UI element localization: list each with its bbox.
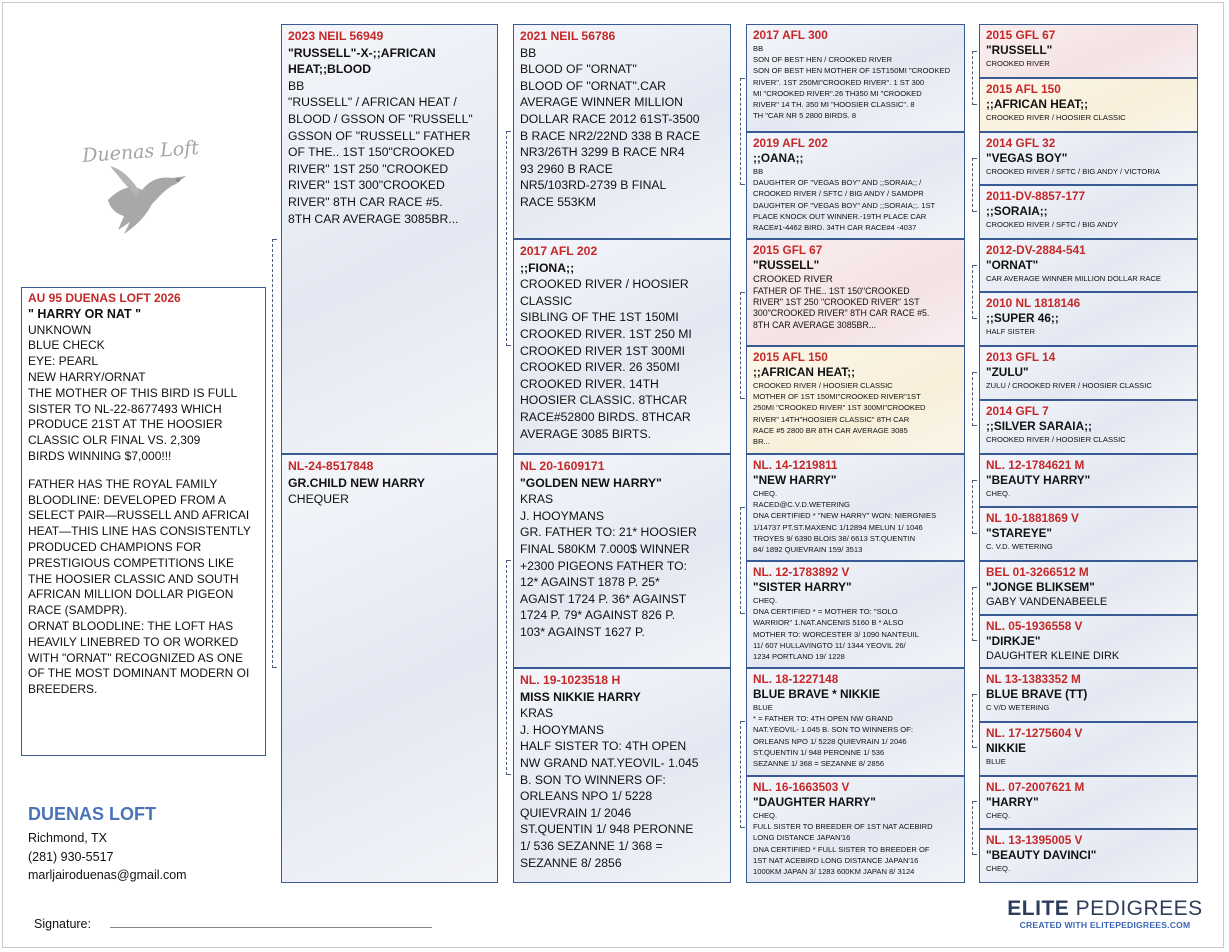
elite-pedigrees-logo[interactable]	[1005, 898, 1205, 930]
detail-line: HALF SISTER TO: 4TH OPEN	[520, 739, 687, 754]
subject-note-line: FATHER HAS THE ROYAL FAMILY	[28, 476, 218, 491]
bird-name: "JONGE BLIKSEM"	[986, 580, 1095, 594]
ring-number: NL. 13-1395005 V	[986, 833, 1083, 847]
ring-number: 2012-DV-2884-541	[986, 243, 1086, 257]
detail-line: KRAS	[520, 706, 554, 721]
detail-line: CROOKED RIVER / SFTC / BIG ANDY / VICTORIA	[986, 167, 1160, 176]
g5-card-14[interactable]	[979, 722, 1198, 776]
detail-line: CROOKED RIVER / HOOSIER CLASSIC	[986, 113, 1126, 122]
grandparent-card-3[interactable]	[513, 454, 731, 668]
detail-line: FINAL 580KM 7.000$ WINNER	[520, 541, 690, 556]
bird-name: "RUSSELL"-X-;;AFRICAN HEAT;;BLOOD	[288, 45, 436, 77]
g5-card-1[interactable]	[979, 24, 1198, 78]
detail-line: 84/ 1892 QUIEVRAIN 159/ 3513	[753, 545, 863, 555]
connector-gen4-4	[972, 372, 977, 426]
subject-note-line: BLOODLINE: DEVELOPED FROM A	[28, 492, 227, 507]
great-grandparent-card-6[interactable]	[746, 561, 965, 668]
ring-number: 2010 NL 1818146	[986, 296, 1081, 310]
bird-name: ;;AFRICAN HEAT;;	[753, 365, 856, 379]
g5-card-7[interactable]	[979, 346, 1198, 400]
detail-line: "RUSSELL" / AFRICAN HEAT /	[288, 95, 457, 110]
subject-note-line: OF THE MOST DOMINANT MODERN OI	[28, 666, 250, 681]
g5-card-10[interactable]	[979, 507, 1198, 561]
detail-line: AVERAGE WINNER MILLION	[520, 95, 683, 110]
grandparent-card-4[interactable]	[513, 668, 731, 883]
connector-gen4-1	[972, 51, 977, 105]
ring-number: 2017 AFL 202	[520, 244, 598, 258]
detail-line: MOTHER OF 1ST 150MI"CROOKED RIVER"1ST	[753, 392, 921, 402]
detail-line: ZULU / CROOKED RIVER / HOOSIER CLASSIC	[986, 381, 1152, 390]
great-grandparent-card-4[interactable]	[746, 346, 965, 454]
detail-line: DNA CERTIFIED * = MOTHER TO: "SOLO	[753, 607, 898, 617]
g5-card-8[interactable]	[979, 400, 1198, 454]
detail-line: 1724 P. 79* AGAINST 826 P.	[520, 608, 676, 623]
detail-line: 11/ 607 HULLAVINGTO 11/ 1344 YEOVIL 26/	[753, 640, 906, 650]
detail-line: SON OF BEST HEN / CROOKED RIVER	[753, 55, 893, 65]
detail-line: CHEQ.	[753, 489, 778, 498]
ring-number: 2021 NEIL 56786	[520, 29, 616, 43]
g5-card-13[interactable]	[979, 668, 1198, 722]
detail-line: RIVER". 1ST 250MI"CROOKED RIVER". 1 ST 300	[753, 77, 925, 87]
bird-name: ;;AFRICAN HEAT;;	[986, 97, 1089, 111]
detail-line: RACE#52800 BIRDS. 8THCAR	[520, 409, 691, 424]
subject-note-line: WITH "ORNAT" RECOGNIZED AS ONE	[28, 650, 243, 665]
detail-line: RIVER" 14 TH. 350 MI "HOOSIER CLASSIC". 8	[753, 100, 915, 110]
bird-name: "BEAUTY DAVINCI"	[986, 848, 1097, 862]
connector-gen2-b	[506, 560, 511, 775]
detail-line: C V/D WETERING	[986, 703, 1050, 712]
detail-line: ORLEANS NPO 1/ 5228	[520, 789, 653, 804]
detail-line: PLACE KNOCK OUT WINNER.-19TH PLACE CAR	[753, 211, 927, 221]
detail-line: BB	[753, 44, 764, 53]
bird-name: ;;SUPER 46;;	[986, 311, 1059, 325]
connector-gen3-c	[740, 507, 745, 614]
detail-line: NR5/103RD-2739 B FINAL	[520, 178, 667, 193]
ring-number: 2019 AFL 202	[753, 136, 828, 150]
ring-number: NL 10-1881869 V	[986, 511, 1079, 525]
detail-line: BB	[753, 167, 764, 176]
detail-line: ORLEANS NPO 1/ 5228 QUIEVRAIN 1/ 2046	[753, 736, 907, 746]
detail-line: J. HOOYMANS	[520, 508, 604, 523]
bird-name: ;;FIONA;;	[520, 260, 575, 275]
detail-line: BLOOD / GSSON OF "RUSSELL"	[288, 111, 473, 126]
subject-line: BIRDS WINNING $7,000!!!	[28, 448, 172, 463]
detail-line: BLUE	[753, 703, 773, 712]
ring-number: 2017 AFL 300	[753, 28, 828, 42]
owner-email[interactable]: marljairoduenas@gmail.com	[28, 868, 187, 882]
detail-line: GSSON OF "RUSSELL" FATHER	[288, 128, 471, 143]
subject-line: PRODUCE 21ST AT THE HOOSIER	[28, 417, 223, 432]
detail-line: DAUGHTER OF "VEGAS BOY" AND ;;SORAIA;;. 1ST	[753, 200, 936, 210]
bird-name: NIKKIE	[986, 741, 1026, 755]
subject-line: THE MOTHER OF THIS BIRD IS FULL	[28, 385, 238, 400]
signature-label: Signature:	[34, 917, 91, 931]
connector-gen4-7	[972, 694, 977, 748]
detail-line: NW GRAND NAT.YEOVIL- 1.045	[520, 755, 699, 770]
bird-name: "DAUGHTER HARRY"	[753, 795, 876, 809]
subject-card[interactable]	[21, 287, 266, 756]
ring-number: NL. 14-1219811	[753, 458, 838, 472]
ring-number: NL. 16-1663503 V	[753, 780, 850, 794]
detail-line: CLASSIC	[520, 293, 573, 308]
detail-line: C. V.D. WETERING	[986, 542, 1053, 551]
ring-number: NL. 18-1227148	[753, 672, 839, 686]
detail-line: RIVER" 1ST 250 "CROOKED RIVER" 1ST	[753, 297, 920, 308]
detail-line: OF THE.. 1ST 150"CROOKED	[288, 145, 455, 160]
detail-line: * = FATHER TO: 4TH OPEN NW GRAND	[753, 714, 893, 724]
connector-gen3-d	[740, 721, 745, 828]
detail-line: BLOOD OF "ORNAT".CAR	[520, 78, 666, 93]
detail-line: B RACE NR2/22ND 338 B RACE	[520, 128, 701, 143]
g5-card-6[interactable]	[979, 292, 1198, 346]
bird-name: ;;SORAIA;;	[986, 204, 1048, 218]
great-grandparent-card-7[interactable]	[746, 668, 965, 776]
connector-gen4-3	[972, 265, 977, 319]
logo-text: Duenas Loft	[81, 136, 200, 168]
detail-line: RIVER" 14TH"HOOSIER CLASSIC" 8TH CAR	[753, 414, 910, 424]
detail-line: CROOKED RIVER / HOOSIER CLASSIC	[986, 435, 1126, 444]
ring-number: NL. 12-1783892 V	[753, 565, 850, 579]
subject-note-line: HEAVILY LINEBRED TO OR WORKED	[28, 634, 239, 649]
ring-number: 2013 GFL 14	[986, 350, 1056, 364]
ring-number: NL-24-8517848	[288, 459, 374, 473]
dove-logo	[80, 130, 210, 250]
detail-line: DNA CERTIFIED * "NEW HARRY" WON: NIERGNIES	[753, 511, 937, 521]
detail-line: WARRIOR" 1.NAT.ANCENIS 5160 B * ALSO	[753, 618, 904, 628]
detail-line: HOOSIER CLASSIC. 8THCAR	[520, 393, 688, 408]
detail-line: SEZANNE 1/ 368 = SEZANNE 8/ 2856	[753, 759, 885, 769]
subject-note-line: HEAT—THIS LINE HAS CONSISTENTLY	[28, 524, 251, 539]
detail-line: CROOKED RIVER. 14TH	[520, 376, 659, 391]
sire-card[interactable]	[281, 24, 498, 454]
detail-line: J. HOOYMANS	[520, 722, 604, 737]
subject-note-line: BREEDERS.	[28, 682, 98, 697]
detail-line: NR3/26TH 3299 B RACE NR4	[520, 145, 685, 160]
detail-line: LONG DISTANCE JAPAN'16	[753, 833, 851, 843]
dam-card[interactable]	[281, 454, 498, 883]
subject-note-line: SELECT PAIR—RUSSELL AND AFRICAI	[28, 508, 250, 523]
subject-notes	[28, 477, 259, 698]
detail-line: 93 2960 B RACE	[520, 161, 613, 176]
connector-gen4-2	[972, 158, 977, 212]
g5-card-12[interactable]	[979, 615, 1198, 668]
detail-line: CHEQ.	[986, 489, 1011, 498]
bird-name: "HARRY"	[986, 795, 1039, 809]
connector-gen4-5	[972, 480, 977, 534]
detail-line: QUIEVRAIN 1/ 2046	[520, 805, 632, 820]
grandparent-card-1[interactable]	[513, 24, 731, 239]
detail-line: ST.QUENTIN 1/ 948 PERONNE	[520, 822, 694, 837]
bird-name: MISS NIKKIE HARRY	[520, 689, 641, 704]
detail-line: ST.QUENTIN 1/ 948 PERONNE 1/ 536	[753, 747, 885, 757]
detail-line: 300"CROOKED RIVER" 8TH CAR RACE #5.	[753, 308, 930, 319]
detail-line: CHEQ.	[753, 596, 778, 605]
detail-line: AGAIST 1724 P. 36* AGAINST	[520, 591, 687, 606]
subject-line: NEW HARRY/ORNAT	[28, 369, 146, 384]
detail-line: 8TH CAR AVERAGE 3085BR...	[288, 211, 459, 226]
brand-elite: ELITE	[1007, 897, 1070, 920]
detail-line: CROOKED RIVER / HOOSIER CLASSIC	[753, 381, 893, 390]
grandparent-card-2[interactable]	[513, 239, 731, 454]
detail-line: SON OF BEST HEN MOTHER OF 1ST150MI "CROOKED	[753, 66, 951, 76]
bird-name: "VEGAS BOY"	[986, 151, 1068, 165]
detail-line: 103* AGAINST 1627 P.	[520, 624, 645, 639]
subject-name: " HARRY OR NAT "	[28, 306, 142, 321]
ring-number: NL. 12-1784621 M	[986, 458, 1085, 472]
connector-gen4-6	[972, 587, 977, 641]
detail-line: 1/14737 PT.ST.MAXENC 1/12894 MELUN 1/ 1046	[753, 522, 923, 532]
detail-line: MOTHER TO: WORCESTER 3/ 1090 NANTEUIL	[753, 629, 919, 639]
detail-line: MI "CROOKED RIVER".26 TH350 MI "CROOKED	[753, 88, 922, 98]
detail-line: FATHER OF THE.. 1ST 150"CROOKED	[753, 286, 910, 296]
detail-line: 12* AGAINST 1878 P. 25*	[520, 575, 660, 590]
detail-line: HALF SISTER	[986, 327, 1035, 336]
detail-line: RIVER" 1ST 250 "CROOKED	[288, 161, 449, 176]
ring-number: 2015 GFL 67	[986, 28, 1056, 42]
subject-note-line: THE HOOSIER CLASSIC AND SOUTH	[28, 571, 239, 586]
great-grandparent-card-2[interactable]	[746, 132, 965, 239]
subject-note-line: AFRICAN MILLION DOLLAR PIGEON	[28, 587, 234, 602]
detail-line: CHEQUER	[288, 492, 349, 507]
ring-number: NL. 05-1936558 V	[986, 619, 1083, 633]
detail-line: CHEQ.	[986, 811, 1011, 820]
bird-name: BLUE BRAVE * NIKKIE	[753, 687, 880, 701]
g5-card-3[interactable]	[979, 132, 1198, 185]
bird-name: "STAREYE"	[986, 526, 1053, 540]
bird-name: BLUE BRAVE (TT)	[986, 687, 1088, 701]
brand-pedigrees: PEDIGREES	[1075, 897, 1203, 920]
bird-name: ;;OANA;;	[753, 151, 804, 165]
detail-line: TROYES 9/ 6390 BLOIS 38/ 6613 ST.QUENTIN	[753, 533, 916, 543]
ring-number: 2014 GFL 32	[986, 136, 1056, 150]
connector-gen4-8	[972, 801, 977, 855]
subject-line: SISTER TO NL-22-8677493 WHICH	[28, 401, 222, 416]
bird-name: "NEW HARRY"	[753, 473, 837, 487]
owner-info	[28, 804, 187, 885]
subject-line: EYE: PEARL	[28, 354, 99, 369]
detail-line: +2300 PIGEONS FATHER TO:	[520, 558, 687, 573]
bird-name: "ZULU"	[986, 365, 1029, 379]
detail-line: CROOKED RIVER / SFTC / BIG ANDY	[986, 220, 1119, 229]
detail-line: BLUE	[986, 757, 1006, 766]
connector-subject	[272, 239, 277, 668]
detail-line: 1/ 536 SEZANNE 1/ 368 =	[520, 838, 663, 853]
bird-name: GR.CHILD NEW HARRY	[288, 475, 425, 490]
bird-name: "DIRKJE"	[986, 634, 1041, 648]
detail-line: 1ST NAT ACEBIRD LONG DISTANCE JAPAN'16	[753, 855, 919, 865]
detail-line: RIVER" 1ST 300"CROOKED	[288, 178, 445, 193]
detail-line: CAR AVERAGE WINNER MILLION DOLLAR RACE	[986, 274, 1161, 283]
bird-name: "RUSSELL"	[986, 43, 1053, 57]
bird-name: "SISTER HARRY"	[753, 580, 852, 594]
subject-line: CLASSIC OLR FINAL VS. 2,309	[28, 433, 201, 448]
bird-name: ;;SILVER SARAIA;;	[986, 419, 1092, 433]
g5-card-9[interactable]	[979, 454, 1198, 507]
detail-line: BB	[288, 78, 305, 93]
detail-line: GABY VANDENABEELE	[986, 596, 1108, 608]
great-grandparent-card-5[interactable]	[746, 454, 965, 561]
ring-number: 2015 AFL 150	[753, 350, 828, 364]
connector-gen2-a	[506, 131, 511, 346]
bird-name: "ORNAT"	[986, 258, 1039, 272]
brand-title	[1005, 898, 1205, 920]
detail-line: CHEQ.	[753, 811, 778, 820]
detail-line: RACE 553KM	[520, 194, 596, 209]
detail-line: AVERAGE 3085 BIRTS.	[520, 426, 651, 441]
subject-note-line: RACE (SAMDPR).	[28, 603, 128, 618]
g5-card-4[interactable]	[979, 185, 1198, 239]
detail-line: CROOKED RIVER 1ST 300MI	[520, 343, 686, 358]
detail-line: DOLLAR RACE 2012 61ST-3500	[520, 111, 700, 126]
detail-line: DNA CERTIFIED * FULL SISTER TO BREEDER OF	[753, 844, 930, 854]
detail-line: 8TH CAR AVERAGE 3085BR...	[753, 319, 877, 330]
detail-line: FULL SISTER TO BREEDER OF 1ST NAT ACEBIRD	[753, 822, 933, 832]
ring-number: BEL 01-3266512 M	[986, 565, 1089, 579]
subject-line: BLUE CHECK	[28, 338, 105, 353]
subject-ring: AU 95 DUENAS LOFT 2026	[28, 291, 181, 305]
detail-line: DAUGHTER KLEINE DIRK	[986, 650, 1120, 662]
g5-card-16[interactable]	[979, 829, 1198, 883]
detail-line: CHEQ.	[986, 864, 1011, 873]
bird-name: "RUSSELL"	[753, 258, 820, 272]
detail-line: RACE#1-4462 BIRD. 34TH CAR RACE#4 -4037	[753, 223, 917, 233]
ring-number: 2023 NEIL 56949	[288, 29, 384, 43]
detail-line: 1000KM JAPAN 3/ 1283 600KM JAPAN 8/ 3124	[753, 867, 915, 877]
detail-line: 250MI "CROOKED RIVER" 1ST 300MI"CROOKED	[753, 403, 926, 413]
subject-note-line: PRODUCED CHAMPIONS FOR	[28, 539, 202, 554]
subject-note-line: ORNAT BLOODLINE: THE LOFT HAS	[28, 618, 234, 633]
g5-card-15[interactable]	[979, 776, 1198, 829]
ring-number: NL. 17-1275604 V	[986, 726, 1083, 740]
great-grandparent-card-1[interactable]	[746, 24, 965, 132]
detail-line: RACED@C.V.D.WETERING	[753, 500, 850, 510]
detail-line: KRAS	[520, 492, 554, 507]
detail-line: RACE #5 2800 BR 8TH CAR AVERAGE 3085	[753, 425, 908, 435]
detail-line: BB	[520, 45, 537, 60]
detail-line: SIBLING OF THE 1ST 150MI	[520, 310, 679, 325]
detail-line: BLOOD OF "ORNAT"	[520, 62, 637, 77]
ring-number: NL 13-1383352 M	[986, 672, 1081, 686]
g5-card-11[interactable]	[979, 561, 1198, 615]
detail-line: DAUGHTER OF "VEGAS BOY" AND ;;SORAIA;; /	[753, 178, 922, 188]
ring-number: 2011-DV-8857-177	[986, 189, 1086, 203]
detail-line: CROOKED RIVER / HOOSIER	[520, 277, 689, 292]
subject-line: UNKNOWN	[28, 322, 92, 337]
bird-name: "GOLDEN NEW HARRY"	[520, 475, 662, 490]
detail-line: B. SON TO WINNERS OF:	[520, 772, 666, 787]
ring-number: 2015 GFL 67	[753, 243, 823, 257]
ring-number: NL 20-1609171	[520, 459, 605, 473]
detail-line: GR. FATHER TO: 21* HOOSIER	[520, 525, 697, 540]
detail-line: CROOKED RIVER. 1ST 250 MI	[520, 326, 692, 341]
detail-line: CROOKED RIVER. 26 350MI	[520, 360, 680, 375]
bird-name: "BEAUTY HARRY"	[986, 473, 1091, 487]
ring-number: NL. 07-2007621 M	[986, 780, 1085, 794]
great-grandparent-card-8[interactable]	[746, 776, 965, 883]
g5-card-2[interactable]	[979, 78, 1198, 132]
connector-gen3-a	[740, 78, 745, 185]
ring-number: 2014 GFL 7	[986, 404, 1049, 418]
owner-name: DUENAS LOFT	[28, 804, 156, 824]
detail-line: RIVER" 8TH CAR RACE #5.	[288, 194, 443, 209]
detail-line: BR...	[753, 437, 770, 447]
ring-number: 2015 AFL 150	[986, 82, 1061, 96]
detail-line: 1234 PORTLAND 19/ 1228	[753, 652, 845, 662]
owner-phone: (281) 930-5517	[28, 849, 114, 864]
detail-line: SEZANNE 8/ 2856	[520, 855, 622, 870]
detail-line: CROOKED RIVER	[753, 274, 833, 285]
connector-gen3-b	[740, 292, 745, 399]
detail-line: TH "CAR NR 5 2800 BIRDS. 8	[753, 111, 857, 121]
g5-card-5[interactable]	[979, 239, 1198, 292]
owner-city: Richmond, TX	[28, 831, 107, 845]
subject-note-line: PRESTIGIOUS COMPETITIONS LIKE	[28, 555, 235, 570]
ring-number: NL. 19-1023518 H	[520, 673, 621, 687]
detail-line: CROOKED RIVER	[986, 59, 1050, 68]
brand-tagline: CREATED WITH ELITEPEDIGREES.COM	[1019, 920, 1191, 930]
great-grandparent-card-3[interactable]	[746, 239, 965, 346]
detail-line: NAT.YEOVIL- 1.045 B. SON TO WINNERS OF:	[753, 725, 913, 735]
detail-line: CROOKED RIVER / SFTC / BIG ANDY / SAMDPR	[753, 189, 924, 199]
signature-line	[110, 927, 432, 928]
